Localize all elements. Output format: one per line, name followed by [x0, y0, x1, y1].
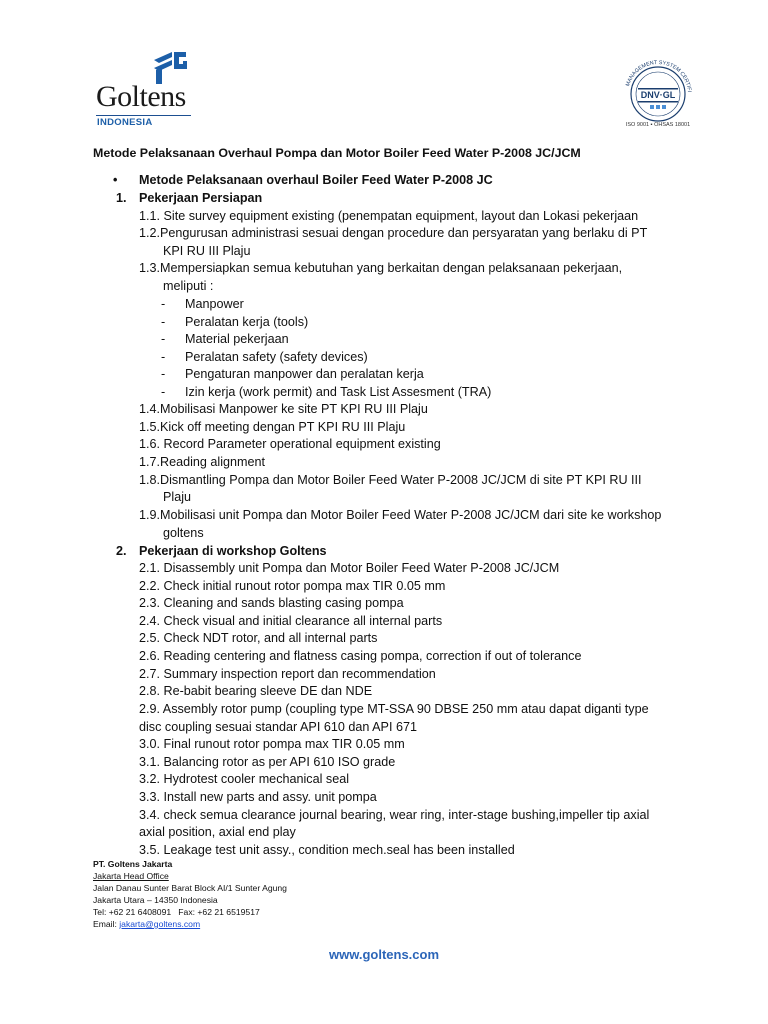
list-item-continuation: axial position, axial end play — [139, 825, 296, 839]
list-item: 2.9. Assembly rotor pump (coupling type MT-SSA 90 DBSE 250 mm atau dapat diganti type — [139, 702, 649, 716]
footer-address-line: Jakarta Utara – 14350 Indonesia — [93, 895, 218, 905]
list-item-continuation: Plaju — [163, 490, 192, 504]
list-item: 1.1. Site survey equipment existing (penempatan equipment, layout dan Lokasi pekerjaan — [139, 209, 639, 223]
bullet-heading: Metode Pelaksanaan overhaul Boiler Feed Water P-2008 JC — [139, 173, 493, 187]
footer-office: Jakarta Head Office — [93, 871, 169, 881]
list-item: 2.1. Disassembly unit Pompa dan Motor Boiler Feed Water P-2008 JC/JCM — [139, 561, 560, 575]
logo-country: INDONESIA — [97, 117, 153, 128]
logo-wordmark: Goltens — [96, 80, 186, 113]
footer-address-block — [93, 858, 287, 930]
svg-text:MANAGEMENT SYSTEM CERTIFICATIO — [616, 58, 692, 92]
footer-email-label: Email: — [93, 919, 120, 929]
dash-marker: - — [161, 350, 166, 364]
document-title: Metode Pelaksanaan Overhaul Pompa dan Motor Boiler Feed Water P-2008 JC/JCM — [93, 146, 581, 160]
bullet-marker: • — [113, 173, 118, 187]
list-item: 2.6. Reading centering and flatness casing pompa, correction if out of tolerance — [139, 649, 582, 663]
website-link[interactable]: www.goltens.com — [328, 947, 440, 962]
footer-address-line: Jalan Danau Sunter Barat Block AI/1 Sunter Agung — [93, 883, 287, 893]
goltens-mark-icon — [152, 50, 188, 84]
email-link[interactable]: jakarta@goltens.com — [119, 919, 201, 929]
list-item: 2.4. Check visual and initial clearance all internal parts — [139, 614, 443, 628]
list-item: 1.9.Mobilisasi unit Pompa dan Motor Boiler Feed Water P-2008 JC/JCM dari site ke workshop — [139, 508, 662, 522]
list-item: 2.5. Check NDT rotor, and all internal parts — [139, 631, 378, 645]
list-item: 1.2.Pengurusan administrasi sesuai dengan procedure dan persyaratan yang berlaku di PT — [139, 226, 648, 240]
list-item-continuation: disc coupling sesuai standar API 610 dan API 671 — [139, 720, 417, 734]
section1-heading: Pekerjaan Persiapan — [139, 191, 263, 205]
sub-list-item: Peralatan kerja (tools) — [185, 315, 309, 329]
dash-marker: - — [161, 385, 166, 399]
list-item: 2.3. Cleaning and sands blasting casing pompa — [139, 596, 404, 610]
cert-arc-text: MANAGEMENT SYSTEM CERTIFI — [625, 59, 692, 93]
dash-marker: - — [161, 297, 166, 311]
sub-list-item: Material pekerjaan — [185, 332, 289, 346]
cert-standards: ISO 9001 ▪ OHSAS 18001 — [625, 122, 691, 128]
list-item: 3.0. Final runout rotor pompa max TIR 0.05 mm — [139, 737, 405, 751]
footer-email-row — [93, 918, 287, 930]
cert-brand: DNV·GL — [640, 90, 676, 100]
list-item: 3.1. Balancing rotor as per API 610 ISO grade — [139, 755, 396, 769]
list-item: 3.3. Install new parts and assy. unit pompa — [139, 790, 377, 804]
list-item-continuation: KPI RU III Plaju — [163, 244, 251, 258]
section1-number: 1. — [116, 191, 127, 205]
sub-list-item: Peralatan safety (safety devices) — [185, 350, 368, 364]
list-item: 3.5. Leakage test unit assy., condition mech.seal has been installed — [139, 843, 515, 857]
list-item: 2.8. Re-babit bearing sleeve DE dan NDE — [139, 684, 373, 698]
sub-list-item: Pengaturan manpower dan peralatan kerja — [185, 367, 424, 381]
dash-marker: - — [161, 367, 166, 381]
logo-rule — [96, 115, 191, 116]
dash-marker: - — [161, 315, 166, 329]
section2-heading: Pekerjaan di workshop Goltens — [139, 544, 327, 558]
dnv-gl-certification-badge — [616, 58, 700, 132]
list-item: 1.4.Mobilisasi Manpower ke site PT KPI RU III Plaju — [139, 402, 428, 416]
list-item-continuation: meliputi : — [163, 279, 214, 293]
sub-list-item: Manpower — [185, 297, 244, 311]
goltens-logo — [96, 50, 206, 130]
list-item-continuation: goltens — [163, 526, 204, 540]
list-item: 1.5.Kick off meeting dengan PT KPI RU III Plaju — [139, 420, 406, 434]
sub-list-item: Izin kerja (work permit) and Task List Assesment (TRA) — [185, 385, 492, 399]
list-item: 1.7.Reading alignment — [139, 455, 266, 469]
dash-marker: - — [161, 332, 166, 346]
certification-seal-icon — [616, 58, 700, 122]
list-item: 1.3.Mempersiapkan semua kebutuhan yang berkaitan dengan pelaksanaan pekerjaan, — [139, 261, 623, 275]
list-item: 1.6. Record Parameter operational equipment existing — [139, 437, 441, 451]
list-item: 3.4. check semua clearance journal bearing, wear ring, inter-stage bushing,impeller tip axial — [139, 808, 650, 822]
list-item: 2.7. Summary inspection report dan recommendation — [139, 667, 436, 681]
footer-phone: Tel: +62 21 6408091 Fax: +62 21 6519517 — [93, 907, 260, 917]
list-item: 1.8.Dismantling Pompa dan Motor Boiler Feed Water P-2008 JC/JCM di site PT KPI RU III — [139, 473, 642, 487]
list-item: 3.2. Hydrotest cooler mechanical seal — [139, 772, 349, 786]
section2-number: 2. — [116, 544, 127, 558]
list-item: 2.2. Check initial runout rotor pompa max TIR 0.05 mm — [139, 579, 446, 593]
footer-company: PT. Goltens Jakarta — [93, 859, 173, 869]
